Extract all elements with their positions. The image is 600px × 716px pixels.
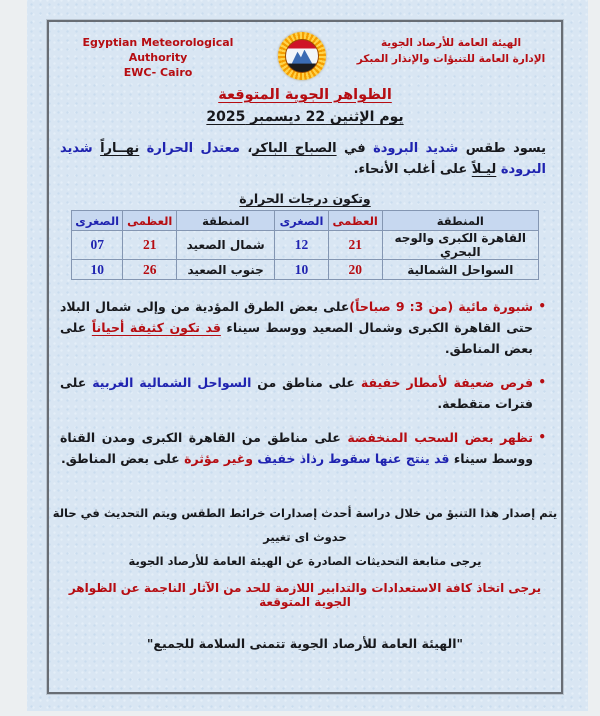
phenomena-bullet-list [60, 296, 546, 469]
bullet-item-fog [60, 296, 546, 359]
org-name-english [63, 31, 253, 80]
org-name-english-line1: Egyptian Meteorological Authority [82, 36, 234, 64]
max-temp-cell: 26 [123, 260, 177, 280]
ema-logo-icon [278, 32, 326, 80]
bullet-dot-icon: • [538, 430, 546, 444]
closing-quote: "الهيئة العامة للأرصاد الجوية تتمنى السلامة للجميع" [146, 636, 464, 651]
temperature-table [71, 210, 539, 280]
min-temp-cell: 10 [72, 260, 123, 280]
column-header-min-1: الصغرى [275, 211, 329, 231]
document-header [49, 22, 561, 80]
table-row [72, 231, 539, 260]
region-cell: جنوب الصعيد [177, 260, 275, 280]
footer-note-1: يتم إصدار هذا التنبؤ من خلال دراسة أحدث إصدارات خرائط الطقس ويتم التحديث في حالة حدوث اى تغيير [52, 506, 558, 544]
region-cell: القاهرة الكبرى والوجه البحري [382, 231, 538, 260]
bullet-clouds-text: تظهر بعض السحب المنخفضة على مناطق من القاهرة الكبرى ومدن القناة ووسط سيناء قد ينتج عنها سقوط رذاذ خفيف وغير مؤثرة على بعض المناطق. [60, 430, 534, 466]
min-temp-cell: 07 [72, 231, 123, 260]
region-cell: شمال الصعيد [177, 231, 275, 260]
bullet-rain-text: فرص ضعيفة لأمطار خفيفة على مناطق من السواحل الشمالية الغربية على فترات متقطعة. [60, 375, 534, 411]
column-header-max-2: العظمى [123, 211, 177, 231]
footer-note-2: يرجى متابعة التحديثات الصادرة عن الهيئة العامة للأرصاد الجوية [128, 554, 482, 568]
bullet-dot-icon: • [538, 299, 546, 313]
table-header-row [72, 211, 539, 231]
forecast-title: الظواهر الجوية المتوقعة [218, 87, 392, 103]
temperature-table-caption: وتكون درجات الحرارة [239, 191, 371, 206]
bullet-item-clouds [60, 427, 546, 469]
forecast-date: يوم الإثنين 22 ديسمبر 2025 [206, 109, 404, 125]
table-row [72, 260, 539, 280]
bullet-dot-icon: • [538, 375, 546, 389]
org-name-arabic-line2: الإدارة العامة للتنبؤات والإنذار المبكر [356, 53, 546, 65]
column-header-region-1: المنطقة [382, 211, 538, 231]
min-temp-cell: 10 [275, 260, 329, 280]
org-name-arabic-line1: الهيئة العامة للأرصاد الجوية [380, 37, 522, 49]
intro-paragraph: يسود طقس شديد البرودة في الصباح الباكر، معتدل الحرارة نهــاراً شديد البرودة ليـلاً على أغلب الأنحاء. [60, 141, 547, 177]
org-name-english-line2: EWC- Cairo [123, 66, 193, 79]
content-border-box [47, 20, 563, 694]
footer-warning: يرجى اتخاذ كافة الاستعدادات والتدابير اللازمة للحد من الآثار الناجمة عن الظواهر الجوية المتوقعة [68, 581, 542, 609]
document-paper [27, 0, 588, 711]
max-temp-cell: 21 [328, 231, 382, 260]
bullet-fog-text: شبورة مائية (من 3: 9 صباحاً)على بعض الطرق المؤدية من وإلى شمال البلاد حتى القاهرة الكبرى وشمال الصعيد ووسط سيناء قد تكون كثيفة أحياناً على بعض المناطق. [60, 299, 534, 356]
max-temp-cell: 20 [328, 260, 382, 280]
column-header-max-1: العظمى [328, 211, 382, 231]
column-header-min-2: الصغرى [72, 211, 123, 231]
region-cell: السواحل الشمالية [382, 260, 538, 280]
max-temp-cell: 21 [123, 231, 177, 260]
org-name-arabic [351, 31, 551, 67]
min-temp-cell: 12 [275, 231, 329, 260]
flag-disc-icon [285, 39, 319, 73]
column-header-region-2: المنطقة [177, 211, 275, 231]
mountain-icon [292, 50, 312, 64]
bullet-item-rain [60, 372, 546, 414]
